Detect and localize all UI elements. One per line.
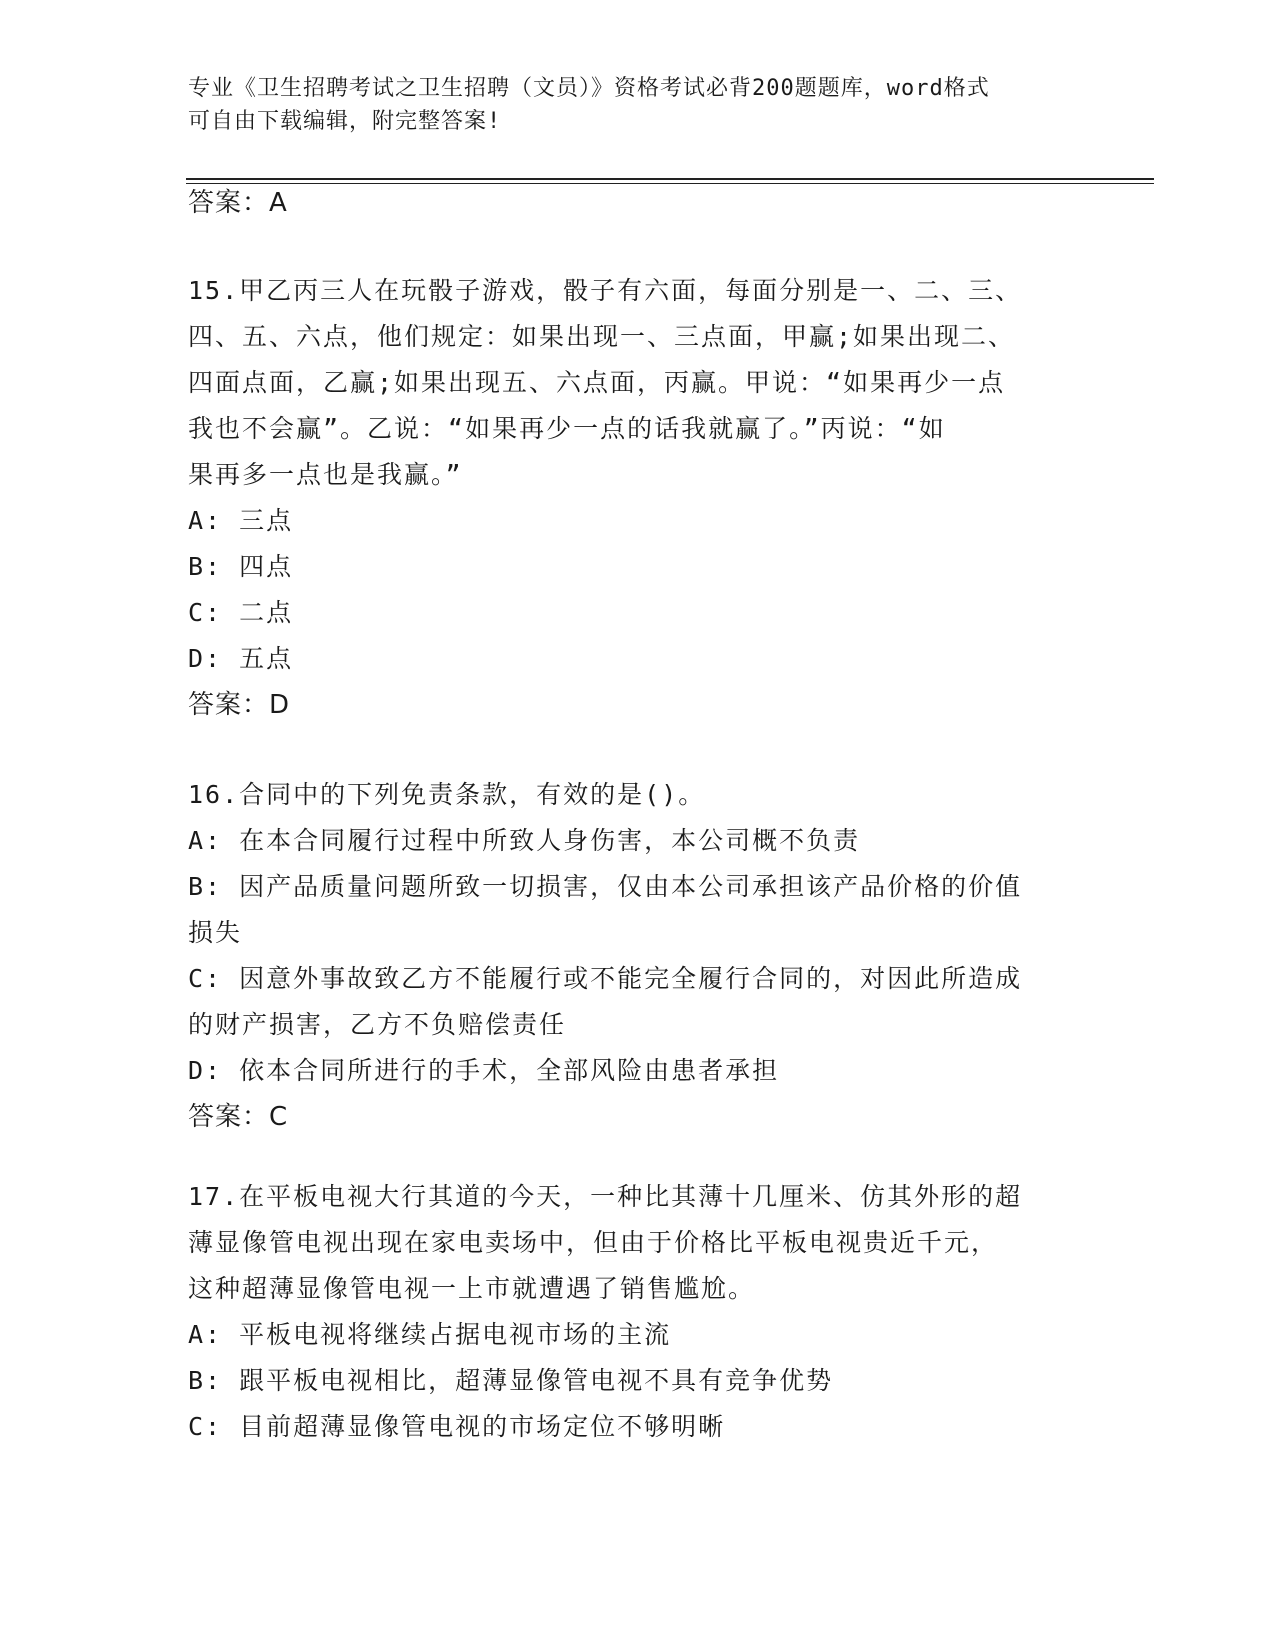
question-text-line: 15.甲乙丙三人在玩骰子游戏，骰子有六面，每面分别是一、二、三、 [188, 276, 1023, 305]
question-text-line: 四、五、六点，他们规定：如果出现一、三点面，甲赢;如果出现二、 [188, 322, 1016, 351]
option-d: D: 五点 [188, 644, 294, 673]
answer-16: 答案：C [188, 1102, 289, 1132]
question-text-line: 我也不会赢”。乙说：“如果再少一点的话我就赢了。”丙说：“如 [188, 414, 946, 443]
question-text-line: 薄显像管电视出现在家电卖场中，但由于价格比平板电视贵近千元， [188, 1228, 999, 1257]
option-c: C: 目前超薄显像管电视的市场定位不够明晰 [188, 1412, 726, 1441]
option-a: A: 平板电视将继续占据电视市场的主流 [188, 1320, 672, 1349]
option-a: A: 三点 [188, 506, 294, 535]
question-text-line: 16.合同中的下列免责条款，有效的是()。 [188, 780, 706, 809]
question-text-line: 这种超薄显像管电视一上市就遭遇了销售尴尬。 [188, 1274, 756, 1303]
option-c-continued: 的财产损害，乙方不负赔偿责任 [188, 1010, 567, 1039]
answer-15: 答案：D [188, 690, 291, 720]
option-d: D: 依本合同所进行的手术，全部风险由患者承担 [188, 1056, 780, 1085]
question-16 [188, 772, 1088, 1140]
question-text-line: 果再多一点也是我赢。” [188, 460, 463, 489]
header-line-2: 可自由下载编辑，附完整答案! [188, 109, 502, 134]
option-c: C: 因意外事故致乙方不能履行或不能完全履行合同的，对因此所造成 [188, 964, 1023, 993]
previous-answer-block [188, 180, 1088, 226]
header-line-1: 专业《卫生招聘考试之卫生招聘（文员）》资格考试必背200题题库，word格式 [188, 76, 990, 101]
question-text-line: 四面点面，乙赢;如果出现五、六点面，丙赢。甲说：“如果再少一点 [188, 368, 1006, 397]
answer-prev: 答案：A [188, 188, 288, 218]
option-b: B: 因产品质量问题所致一切损害，仅由本公司承担该产品价格的价值 [188, 872, 1023, 901]
option-b-continued: 损失 [188, 918, 243, 947]
option-b: B: 跟平板电视相比，超薄显像管电视不具有竞争优势 [188, 1366, 834, 1395]
question-text-line: 17.在平板电视大行其道的今天，一种比其薄十几厘米、仿其外形的超 [188, 1182, 1023, 1211]
option-b: B: 四点 [188, 552, 294, 581]
question-15 [188, 268, 1088, 728]
option-c: C: 二点 [188, 598, 294, 627]
question-17 [188, 1174, 1088, 1450]
option-a: A: 在本合同履行过程中所致人身伤害，本公司概不负责 [188, 826, 861, 855]
document-header [188, 72, 1068, 138]
